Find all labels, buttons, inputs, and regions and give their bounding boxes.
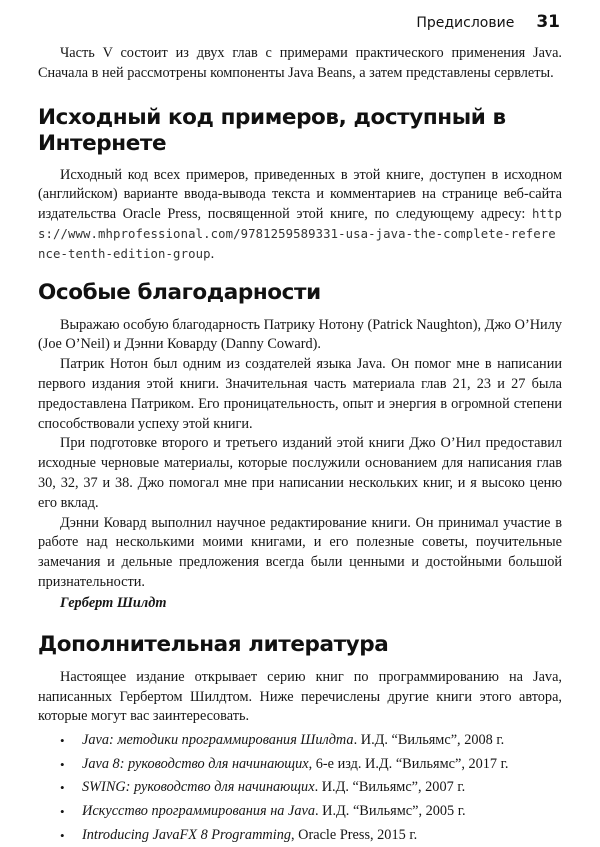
book-list-item <box>38 729 562 753</box>
thanks-paragraph: Дэнни Ковард выполнил научное редактирование книги. Он принимал участие в работе над несколькими моими книгами, и его полезные советы, поучительные замечания и дельные предложения всегда были ценными и достойными большой признательности. <box>38 514 562 593</box>
book-title: Java: методики программирования Шилдта <box>82 732 354 748</box>
book-list-item <box>38 800 562 824</box>
author-signature: Герберт Шилдт <box>38 593 562 613</box>
book-list-item <box>38 753 562 777</box>
literature-heading: Дополнительная литература <box>38 632 562 658</box>
source-code-paragraph <box>38 166 562 265</box>
book-title: Искусство программирования на Java <box>82 803 315 819</box>
running-head <box>416 12 560 32</box>
book-title: SWING: руководство для начинающих <box>82 779 315 795</box>
book-details: . И.Д. “Вильямс”, 2005 г. <box>315 803 466 819</box>
book-title: Java 8: руководство для начинающих <box>82 756 309 772</box>
bullet-icon: • <box>60 800 65 824</box>
source-code-text: Исходный код всех примеров, приведенных в этой книге, доступен в исходном (английском) варианте ввода-вывода текста и комментариев на странице веб-сайта издательства Oracle Press, посвященной этой книге, по следующему адресу: <box>38 167 562 223</box>
source-code-heading: Исходный код примеров, доступный в Интернете <box>38 105 562 157</box>
book-list <box>38 729 562 847</box>
bullet-icon: • <box>60 753 65 777</box>
thanks-paragraph: Патрик Нотон был одним из создателей языка Java. Он помог мне в написании первого издания этой книги. Значительная часть материала глав 21, 23 и 27 была предоставлена Патриком. Его проницательность, опыт и энергия в огромной степени способствовали успеху этой книги. <box>38 355 562 434</box>
thanks-paragraph: Выражаю особую благодарность Патрику Нотону (Patrick Naughton), Джо О’Нилу (Joe O’Neil) и Дэнни Коварду (Danny Coward). <box>38 316 562 356</box>
book-details: , 6-е изд. И.Д. “Вильямс”, 2017 г. <box>309 756 509 772</box>
thanks-paragraph: При подготовке второго и третьего изданий этой книги Джо О’Нил предоставил исходные черновые материалы, которые послужили основанием для написания глав 30, 32, 37 и 38. Джо помогал мне при написании нескольких книг, и я высоко ценю его вклад. <box>38 434 562 513</box>
book-list-item <box>38 824 562 847</box>
bullet-icon: • <box>60 824 65 847</box>
source-code-url-end: . <box>211 246 215 262</box>
bullet-icon: • <box>60 729 65 753</box>
source-code-url[interactable]: https://www.mhprofessional.com/9781259589331-usa-java-the-complete-reference-tenth-edition-group <box>38 207 562 261</box>
section-title: Предисловие <box>416 15 514 31</box>
book-details: , Oracle Press, 2015 г. <box>291 827 417 843</box>
page-body <box>38 44 562 847</box>
book-title: Introducing JavaFX 8 Programming <box>82 827 291 843</box>
literature-paragraph: Настоящее издание открывает серию книг по программированию на Java, написанных Гербертом Шилдтом. Ниже перечислены другие книги этого автора, которые могут вас заинтересовать. <box>38 668 562 727</box>
intro-paragraph: Часть V состоит из двух глав с примерами практического применения Java. Сначала в ней рассмотрены компоненты Java Beans, а затем представлены сервлеты. <box>38 44 562 84</box>
book-details: . И.Д. “Вильямс”, 2008 г. <box>354 732 505 748</box>
page-number: 31 <box>536 12 560 32</box>
bullet-icon: • <box>60 776 65 800</box>
book-details: . И.Д. “Вильямс”, 2007 г. <box>315 779 466 795</box>
thanks-heading: Особые благодарности <box>38 280 562 306</box>
book-list-item <box>38 776 562 800</box>
